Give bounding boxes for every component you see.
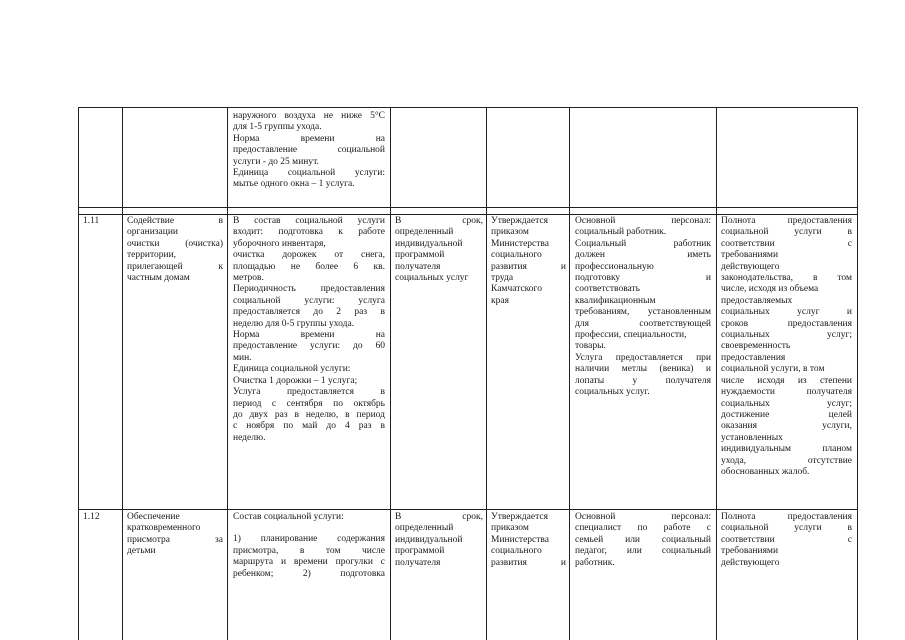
- text-line: социальных услуг: [395, 273, 469, 284]
- text-line: уборочного инвентаря,: [233, 238, 326, 249]
- text-line: Утверждается: [491, 216, 548, 226]
- text-line: достижение целей: [721, 409, 852, 420]
- table-border-left: [78, 107, 79, 640]
- text-line: законодательства, в том: [721, 273, 852, 284]
- text-line: Очистка 1 дорожки – 1 услуга;: [233, 375, 358, 386]
- text-line: социальной услуги: услуга: [233, 295, 385, 306]
- text-line: неделю для 0-5 группы ухода.: [233, 318, 355, 329]
- text-line: для соответствующей: [575, 318, 711, 329]
- text-line: наружного воздуха не ниже 5°С: [233, 111, 385, 121]
- row-1-12-content-cell: [233, 512, 385, 580]
- text-line: индивидуальной: [395, 238, 463, 249]
- text-line: действующего: [721, 261, 780, 272]
- text-line: социальной услуги, в том: [721, 364, 825, 375]
- text-line: Состав социальной услуги:: [233, 512, 344, 522]
- text-line: организации: [127, 227, 179, 238]
- row-1-11-service-name: [127, 216, 223, 284]
- row-1-12-term-cell: [395, 512, 483, 569]
- text-line: предоставляемых: [721, 295, 793, 306]
- row-1-12-conditions-cell: [575, 512, 711, 569]
- text-line: прилегающей к: [127, 261, 223, 272]
- text-line: профессиональную: [575, 261, 654, 272]
- text-line: определенный: [395, 227, 454, 238]
- text-line: территории,: [127, 250, 177, 261]
- text-line: В состав социальной услуги: [233, 216, 385, 226]
- text-line: ухода, отсутствие: [721, 455, 852, 466]
- text-line: социальной услуги в: [721, 227, 852, 238]
- text-line: Министерства: [491, 534, 549, 545]
- text-line: услуги - до 25 минут.: [233, 156, 319, 167]
- text-line: развития и: [491, 261, 566, 272]
- text-line: требованиями: [721, 250, 779, 261]
- text-line: ребенком; 2) подготовка: [233, 568, 385, 579]
- text-line: должен иметь: [575, 250, 711, 261]
- text-line: соответствии с: [721, 238, 852, 249]
- text-line: Основной персонал:: [575, 512, 711, 522]
- text-line: установленных: [721, 432, 783, 443]
- row-1-11-quality-cell: [721, 216, 852, 478]
- text-line: приказом: [491, 227, 529, 238]
- row-1-11-conditions-cell: [575, 216, 711, 399]
- text-line: для 1-5 группы ухода.: [233, 122, 322, 133]
- row-1-12-service-name: [127, 512, 223, 558]
- text-line: получателя: [395, 261, 441, 272]
- text-line: соответствовать: [575, 284, 641, 295]
- text-line: Основной персонал:: [575, 216, 711, 226]
- text-line: предоставление социальной: [233, 145, 385, 156]
- text-line: мытье одного окна – 1 услуга.: [233, 179, 355, 190]
- text-line: наличии метлы (веника) и: [575, 364, 711, 375]
- text-line: период с сентября по октябрь: [233, 398, 385, 409]
- table-border-top: [78, 107, 857, 108]
- text-line: социальных услуг.: [575, 387, 650, 398]
- text-line: Единица социальной услуги:: [233, 168, 385, 179]
- text-line: получателя: [395, 557, 441, 568]
- text-line: предоставления: [721, 352, 786, 363]
- text-line: числе, исходя из объема: [721, 284, 819, 295]
- row-1-11-content-cell: [233, 216, 385, 444]
- text-line: метров.: [233, 273, 264, 284]
- text-line: соответствии с: [721, 534, 852, 545]
- text-line: социальных услуг;: [721, 330, 852, 341]
- text-line: работник.: [575, 557, 615, 568]
- text-line: предоставление услуги: до 60: [233, 341, 385, 352]
- row-divider: [78, 207, 857, 208]
- text-line: педагог, или социальный: [575, 546, 711, 557]
- text-line: социального: [491, 546, 542, 557]
- text-line: определенный: [395, 523, 454, 534]
- text-line: В срок,: [395, 216, 483, 226]
- text-line: детьми: [127, 546, 156, 557]
- text-line: присмотра, в том числе: [233, 545, 385, 556]
- text-line: лопаты у получателя: [575, 375, 711, 386]
- text-line: края: [491, 295, 509, 306]
- text-line: Обеспечение: [127, 512, 180, 522]
- row-1-12-quality-cell: [721, 512, 852, 569]
- text-line: социального: [491, 250, 542, 261]
- row-1-12-tariff-cell: [491, 512, 566, 569]
- text-line: подготовку и: [575, 273, 711, 284]
- text-line: социальный работник.: [575, 227, 667, 238]
- text-line: требованиям, установленным: [575, 307, 711, 318]
- text-line: требованиями: [721, 546, 779, 557]
- text-line: индивидуальным планом: [721, 444, 852, 455]
- text-line: Услуга предоставляется при: [575, 352, 711, 363]
- text-line: Норма времени на: [233, 330, 385, 341]
- row-1-11-term-cell: [395, 216, 483, 284]
- text-line: до двух раз в неделю, в период: [233, 409, 385, 420]
- text-line: очистки (очистка): [127, 238, 223, 249]
- text-line: специалист по работе с: [575, 523, 711, 534]
- text-line: Услуга предоставляется в: [233, 387, 385, 398]
- text-line: очистка дорожек от снега,: [233, 250, 385, 261]
- table-border-right: [857, 107, 858, 640]
- text-line: неделю.: [233, 432, 266, 443]
- column-divider: [569, 107, 570, 640]
- text-line: маршрута и времени прогулки с: [233, 557, 385, 568]
- text-line: площадью не более 6 кв.: [233, 261, 385, 272]
- text-line: с ноября по май до 4 раз в: [233, 421, 385, 432]
- row-divider: [78, 214, 857, 215]
- text-line: приказом: [491, 523, 529, 534]
- text-line: товары.: [575, 341, 606, 352]
- column-divider: [390, 107, 391, 640]
- column-divider: [122, 107, 123, 640]
- row-divider: [78, 509, 857, 510]
- text-line: частным домам: [127, 273, 190, 284]
- text-line: присмотра за: [127, 534, 223, 545]
- text-line: социальных услуг;: [721, 398, 852, 409]
- text-line: социальных услуг и: [721, 307, 852, 318]
- column-divider: [716, 107, 717, 640]
- column-divider: [486, 107, 487, 640]
- text-line: социальной услуги в: [721, 523, 852, 534]
- text-line: Камчатского: [491, 284, 542, 295]
- column-divider: [227, 107, 228, 640]
- text-line: своевременность: [721, 341, 791, 352]
- text-line: семьей или социальный: [575, 534, 711, 545]
- text-line: числе исходя из степени: [721, 375, 852, 386]
- text-line: развития и: [491, 557, 566, 568]
- text-line: профессии, специальности,: [575, 330, 687, 341]
- text-line: квалификационным: [575, 295, 656, 306]
- text-line: обоснованных жалоб.: [721, 466, 810, 477]
- text-line: Министерства: [491, 238, 549, 249]
- text-line: Единица социальной услуги:: [233, 364, 351, 375]
- text-line: Полнота предоставления: [721, 216, 852, 226]
- row-0-content-cell: [233, 111, 385, 191]
- text-line: входит: подготовка к работе: [233, 227, 385, 238]
- text-line: мин.: [233, 352, 252, 363]
- text-line: кратковременного: [127, 523, 201, 534]
- text-line: индивидуальной: [395, 534, 463, 545]
- text-line: Полнота предоставления: [721, 512, 852, 522]
- text-line: [233, 523, 385, 534]
- row-1-12-number: 1.12: [83, 512, 100, 522]
- text-line: действующего: [721, 557, 780, 568]
- text-line: оказания услуги,: [721, 421, 852, 432]
- text-line: Норма времени на: [233, 133, 385, 144]
- text-line: Социальный работник: [575, 238, 711, 249]
- text-line: Содействие в: [127, 216, 223, 226]
- text-line: нуждаемости получателя: [721, 387, 852, 398]
- row-1-11-tariff-cell: [491, 216, 566, 307]
- text-line: программой: [395, 250, 445, 261]
- text-line: В срок,: [395, 512, 483, 522]
- text-line: 1) планирование содержания: [233, 534, 385, 545]
- text-line: предоставляется до 2 раз в: [233, 307, 385, 318]
- row-1-11-number: 1.11: [83, 216, 100, 226]
- text-line: Утверждается: [491, 512, 548, 522]
- text-line: труда: [491, 273, 514, 284]
- text-line: программой: [395, 546, 445, 557]
- text-line: Периодичность предоставления: [233, 284, 385, 295]
- text-line: сроков предоставления: [721, 318, 852, 329]
